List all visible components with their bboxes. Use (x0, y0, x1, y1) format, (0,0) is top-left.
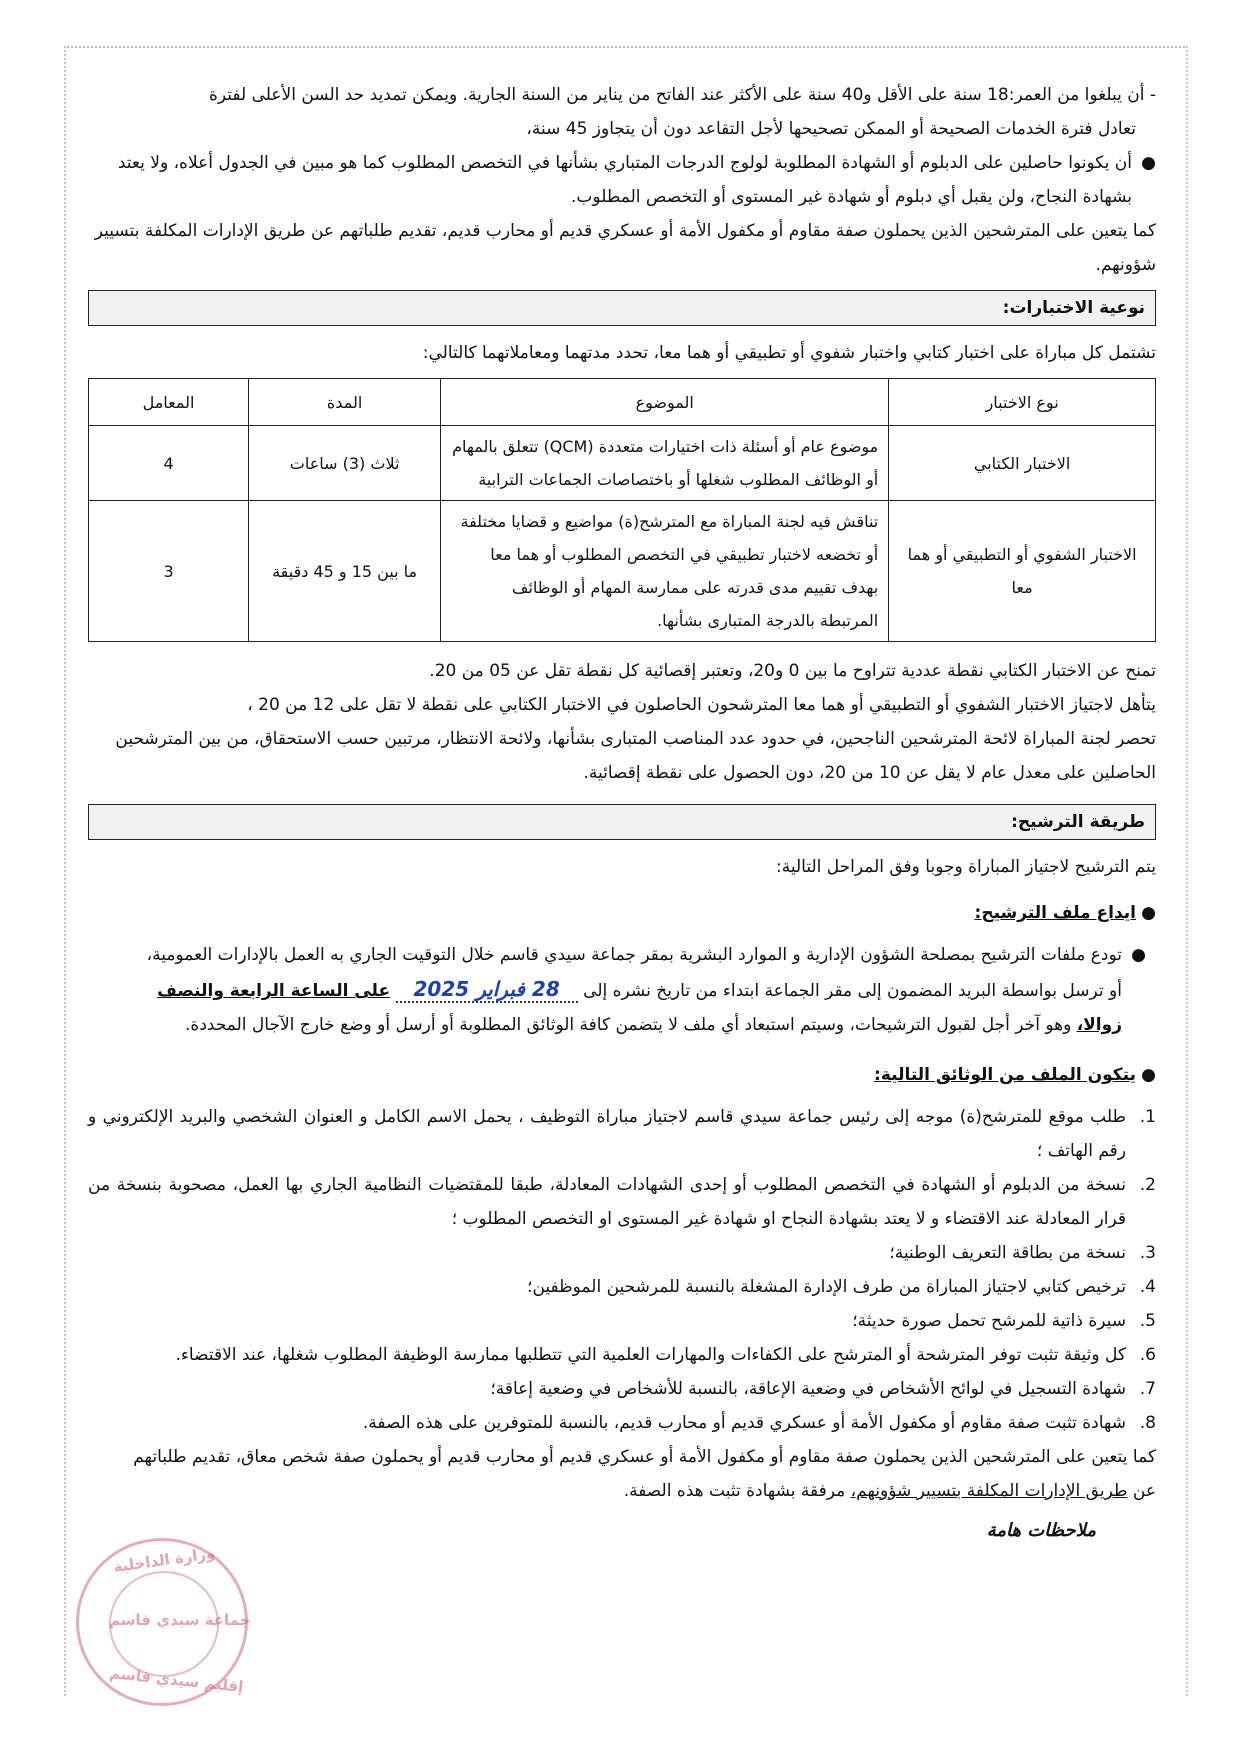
list-item (88, 1372, 1156, 1406)
tests-section-title: نوعية الاختبارات: (88, 290, 1156, 326)
tests-table (88, 378, 1156, 642)
cell-coefficient: 3 (89, 501, 249, 642)
qualify-line: يتأهل لاجتياز الاختبار الشفوي أو التطبيقي أو هما معا المترشحون الحاصلون في الاختبار الكتابي على نقطة لا تقل على 12 من 20 ، (247, 695, 1156, 715)
grading-line: تمنح عن الاختبار الكتابي نقطة عددية تتراوح ما بين 0 و20، وتعتبر إقصائية كل نقطة تقل عن 05 من 20. (429, 661, 1156, 681)
deposit-line1: تودع ملفات الترشيح بمصلحة الشؤون الإدارية و الموارد البشرية بمقر جماعة سيدي قاسم خلال التوقيت الجاري به العمل بالإدارات العمومية، (146, 945, 1122, 965)
bullet-icon: ● (1141, 153, 1156, 173)
item-number: 6. (1139, 1345, 1156, 1365)
item-number: 2. (1139, 1175, 1156, 1195)
list-item (88, 1304, 1156, 1338)
cell-duration: ما بين 15 و 45 دقيقة (249, 501, 441, 642)
list-item (88, 1270, 1156, 1304)
age-condition-line2: تعادل فترة الخدمات الصحيحة أو الممكن تصحيحها لأجل التقاعد دون أن يتجاوز 45 سنة، (526, 119, 1136, 139)
cell-duration: ثلاث (3) ساعات (249, 426, 441, 501)
header-coefficient: المعامل (89, 379, 249, 426)
deposit-heading-text: ايداع ملف الترشيح: (974, 903, 1136, 923)
deposit-deadline-date: 28 فبراير 2025 (396, 977, 578, 1003)
final-line1: كما يتعين على المترشحين الذين يحملون صفة مقاوم أو مكفول الأمة أو عسكري قديم أو محارب قديم أو يحملون صفة شخص معاق، تقديم طلباتهم (133, 1447, 1156, 1467)
deposit-heading (88, 896, 1156, 930)
special-status-line2: شؤونهم. (1095, 255, 1156, 275)
stamp-bottom-text: إقليم سيدي قاسم (108, 1664, 245, 1696)
header-duration: المدة (249, 379, 441, 426)
list-item (88, 1236, 1156, 1270)
tests-table-header-row (89, 379, 1156, 426)
item-number: 7. (1139, 1379, 1156, 1399)
application-section-title: طريقة الترشيح: (88, 804, 1156, 840)
cell-test-type: الاختبار الشفوي أو التطبيقي أو هما معا (889, 501, 1156, 642)
list-item (88, 1338, 1156, 1372)
documents-heading (88, 1058, 1156, 1092)
document-body (88, 78, 1156, 1548)
final-line2-pre: عن (1132, 1481, 1156, 1501)
ranking-line2: الحاصلين على معدل عام لا يقل عن 10 من 20، دون الحصول على نقطة إقصائية. (583, 763, 1156, 783)
cell-subject: موضوع عام أو أسئلة ذات اختيارات متعددة (QCM) تتعلق بالمهام أو الوظائف المطلوب شغلها أو باختصاصات الجماعات الترابية (441, 426, 889, 501)
item-text: ترخيص كتابي لاجتياز المباراة من طرف الإدارة المشغلة بالنسبة للمرشحين الموظفين؛ (527, 1277, 1126, 1297)
deposit-time-suffix: زوالا، (1076, 1015, 1122, 1035)
stamp-middle-text: جماعة سيدي قاسم (109, 1611, 251, 1629)
item-number: 8. (1139, 1413, 1156, 1433)
header-test-type: نوع الاختبار (889, 379, 1156, 426)
deposit-line2 (88, 972, 1122, 1008)
item-text: شهادة تثبت صفة مقاوم أو مكفول الأمة أو عسكري قديم أو محارب قديم، بالنسبة للمتوفرين على هذه الصفة. (362, 1413, 1126, 1433)
deposit-line3-text: وهو آخر أجل لقبول الترشيحات، وسيتم استبعاد أي ملف لا يتضمن كافة الوثائق المطلوبة أو أرسل أو وضع خارج الآجال المحددة. (185, 1015, 1072, 1035)
cell-subject: تناقش فيه لجنة المباراة مع المترشح(ة) مواضيع و قضايا مختلفة أو تخضعه لاختبار تطبيقي في التخصص المطلوب أو هما معا بهدف تقييم مدى قدرته على ممارسة المهام أو الوظائف المرتبطة بالدرجة المتبارى بشأنها. (441, 501, 889, 642)
item-number: 4. (1139, 1277, 1156, 1297)
deposit-line2-text: أو ترسل بواسطة البريد المضمون إلى مقر الجماعة ابتداء من تاريخ نشره إلى (583, 981, 1122, 1001)
cell-coefficient: 4 (89, 426, 249, 501)
diploma-condition-line2: بشهادة النجاح، ولن يقبل أي دبلوم أو شهادة غير المستوى أو التخصص المطلوب. (571, 187, 1132, 207)
notes-title: ملاحظات هامة (986, 1520, 1096, 1541)
tests-intro: تشتمل كل مباراة على اختبار كتابي واختبار شفوي أو تطبيقي أو هما معا، تحدد مدتهما ومعاملاتهما كالتالي: (422, 343, 1156, 363)
item-text: طلب موقع للمترشح(ة) موجه إلى رئيس جماعة سيدي قاسم لاجتياز مباراة التوظيف ، يحمل الاسم الكامل و العنوان الشخصي والبريد الإلكتروني و رقم الهاتف ؛ (88, 1107, 1126, 1161)
list-item (88, 1100, 1156, 1168)
item-number: 1. (1139, 1107, 1156, 1127)
ranking-line1: تحصر لجنة المباراة لائحة المترشحين الناجحين، في حدود عدد المناصب المتبارى بشأنها، ولائحة الانتظار، مرتبين حسب الاستحقاق، من بين المترشحين (115, 729, 1156, 749)
bullet-icon: ● (1141, 903, 1156, 923)
diploma-condition (88, 146, 1156, 214)
final-line2-post: مرفقة بشهادة تثبت هذه الصفة. (623, 1481, 846, 1501)
list-item (88, 1406, 1156, 1440)
official-stamp (76, 1538, 251, 1706)
list-item (88, 1168, 1156, 1236)
documents-heading-text: يتكون الملف من الوثائق التالية: (874, 1065, 1136, 1085)
age-condition-line1: - أن يبلغوا من العمر:18 سنة على الأقل و40 سنة على الأكثر عند الفاتح من يناير من السنة الجارية. ويمكن تمديد حد السن الأعلى لفترة (208, 85, 1156, 105)
stamp-top-text: وزارة الداخلية (112, 1543, 217, 1577)
table-row (89, 426, 1156, 501)
bullet-icon: ● (1141, 1065, 1156, 1085)
final-line2-underlined: طريق الإدارات المكلفة بتسيير شؤونهم، (850, 1481, 1128, 1501)
special-status-line1: كما يتعين على المترشحين الذين يحملون صفة مقاوم أو مكفول الأمة أو عسكري قديم أو محارب قديم، تقديم طلباتهم عن طريق الإدارات المكلفة بتسيير (94, 221, 1156, 241)
table-row (89, 501, 1156, 642)
bullet-icon: ● (1131, 945, 1146, 965)
deposit-deadline-time: على الساعة الرابعة والنصف (157, 981, 391, 1001)
item-text: نسخة من الدبلوم أو الشهادة في التخصص المطلوب أو إحدى الشهادات المعادلة، طبقا للمقتضيات النظامية الجاري بها العمل، مصحوبة بنسخة من قرار المعادلة عند الاقتضاء و لا يعتد بشهادة النجاح او شهادة غير المستوى او التخصص المطلوب ؛ (88, 1175, 1126, 1229)
deposit-line3 (88, 1008, 1122, 1042)
item-number: 3. (1139, 1243, 1156, 1263)
item-text: كل وثيقة تثبت توفر المترشحة أو المترشح على الكفاءات والمهارات العلمية التي تتطلبها ممارسة الوظيفة المطلوب شغلها، عند الاقتضاء. (175, 1345, 1126, 1365)
final-line2 (88, 1474, 1156, 1508)
diploma-condition-line1: أن يكونوا حاصلين على الدبلوم أو الشهادة المطلوبة لولوج الدرجات المتباري بشأنها في التخصص المطلوب كما هو مبين في الجدول أعلاه، ولا يعتد (117, 153, 1132, 173)
deposit-paragraph (88, 938, 1156, 1042)
item-text: سيرة ذاتية للمرشح تحمل صورة حديثة؛ (852, 1311, 1126, 1331)
item-text: نسخة من بطاقة التعريف الوطنية؛ (889, 1243, 1126, 1263)
header-subject: الموضوع (441, 379, 889, 426)
application-intro: يتم الترشيح لاجتياز المباراة وجوبا وفق المراحل التالية: (775, 857, 1156, 877)
item-text: شهادة التسجيل في لوائح الأشخاص في وضعية الإعاقة، بالنسبة للأشخاص في وضعية إعاقة؛ (490, 1379, 1126, 1399)
item-number: 5. (1139, 1311, 1156, 1331)
cell-test-type: الاختبار الكتابي (889, 426, 1156, 501)
documents-list (88, 1100, 1156, 1440)
